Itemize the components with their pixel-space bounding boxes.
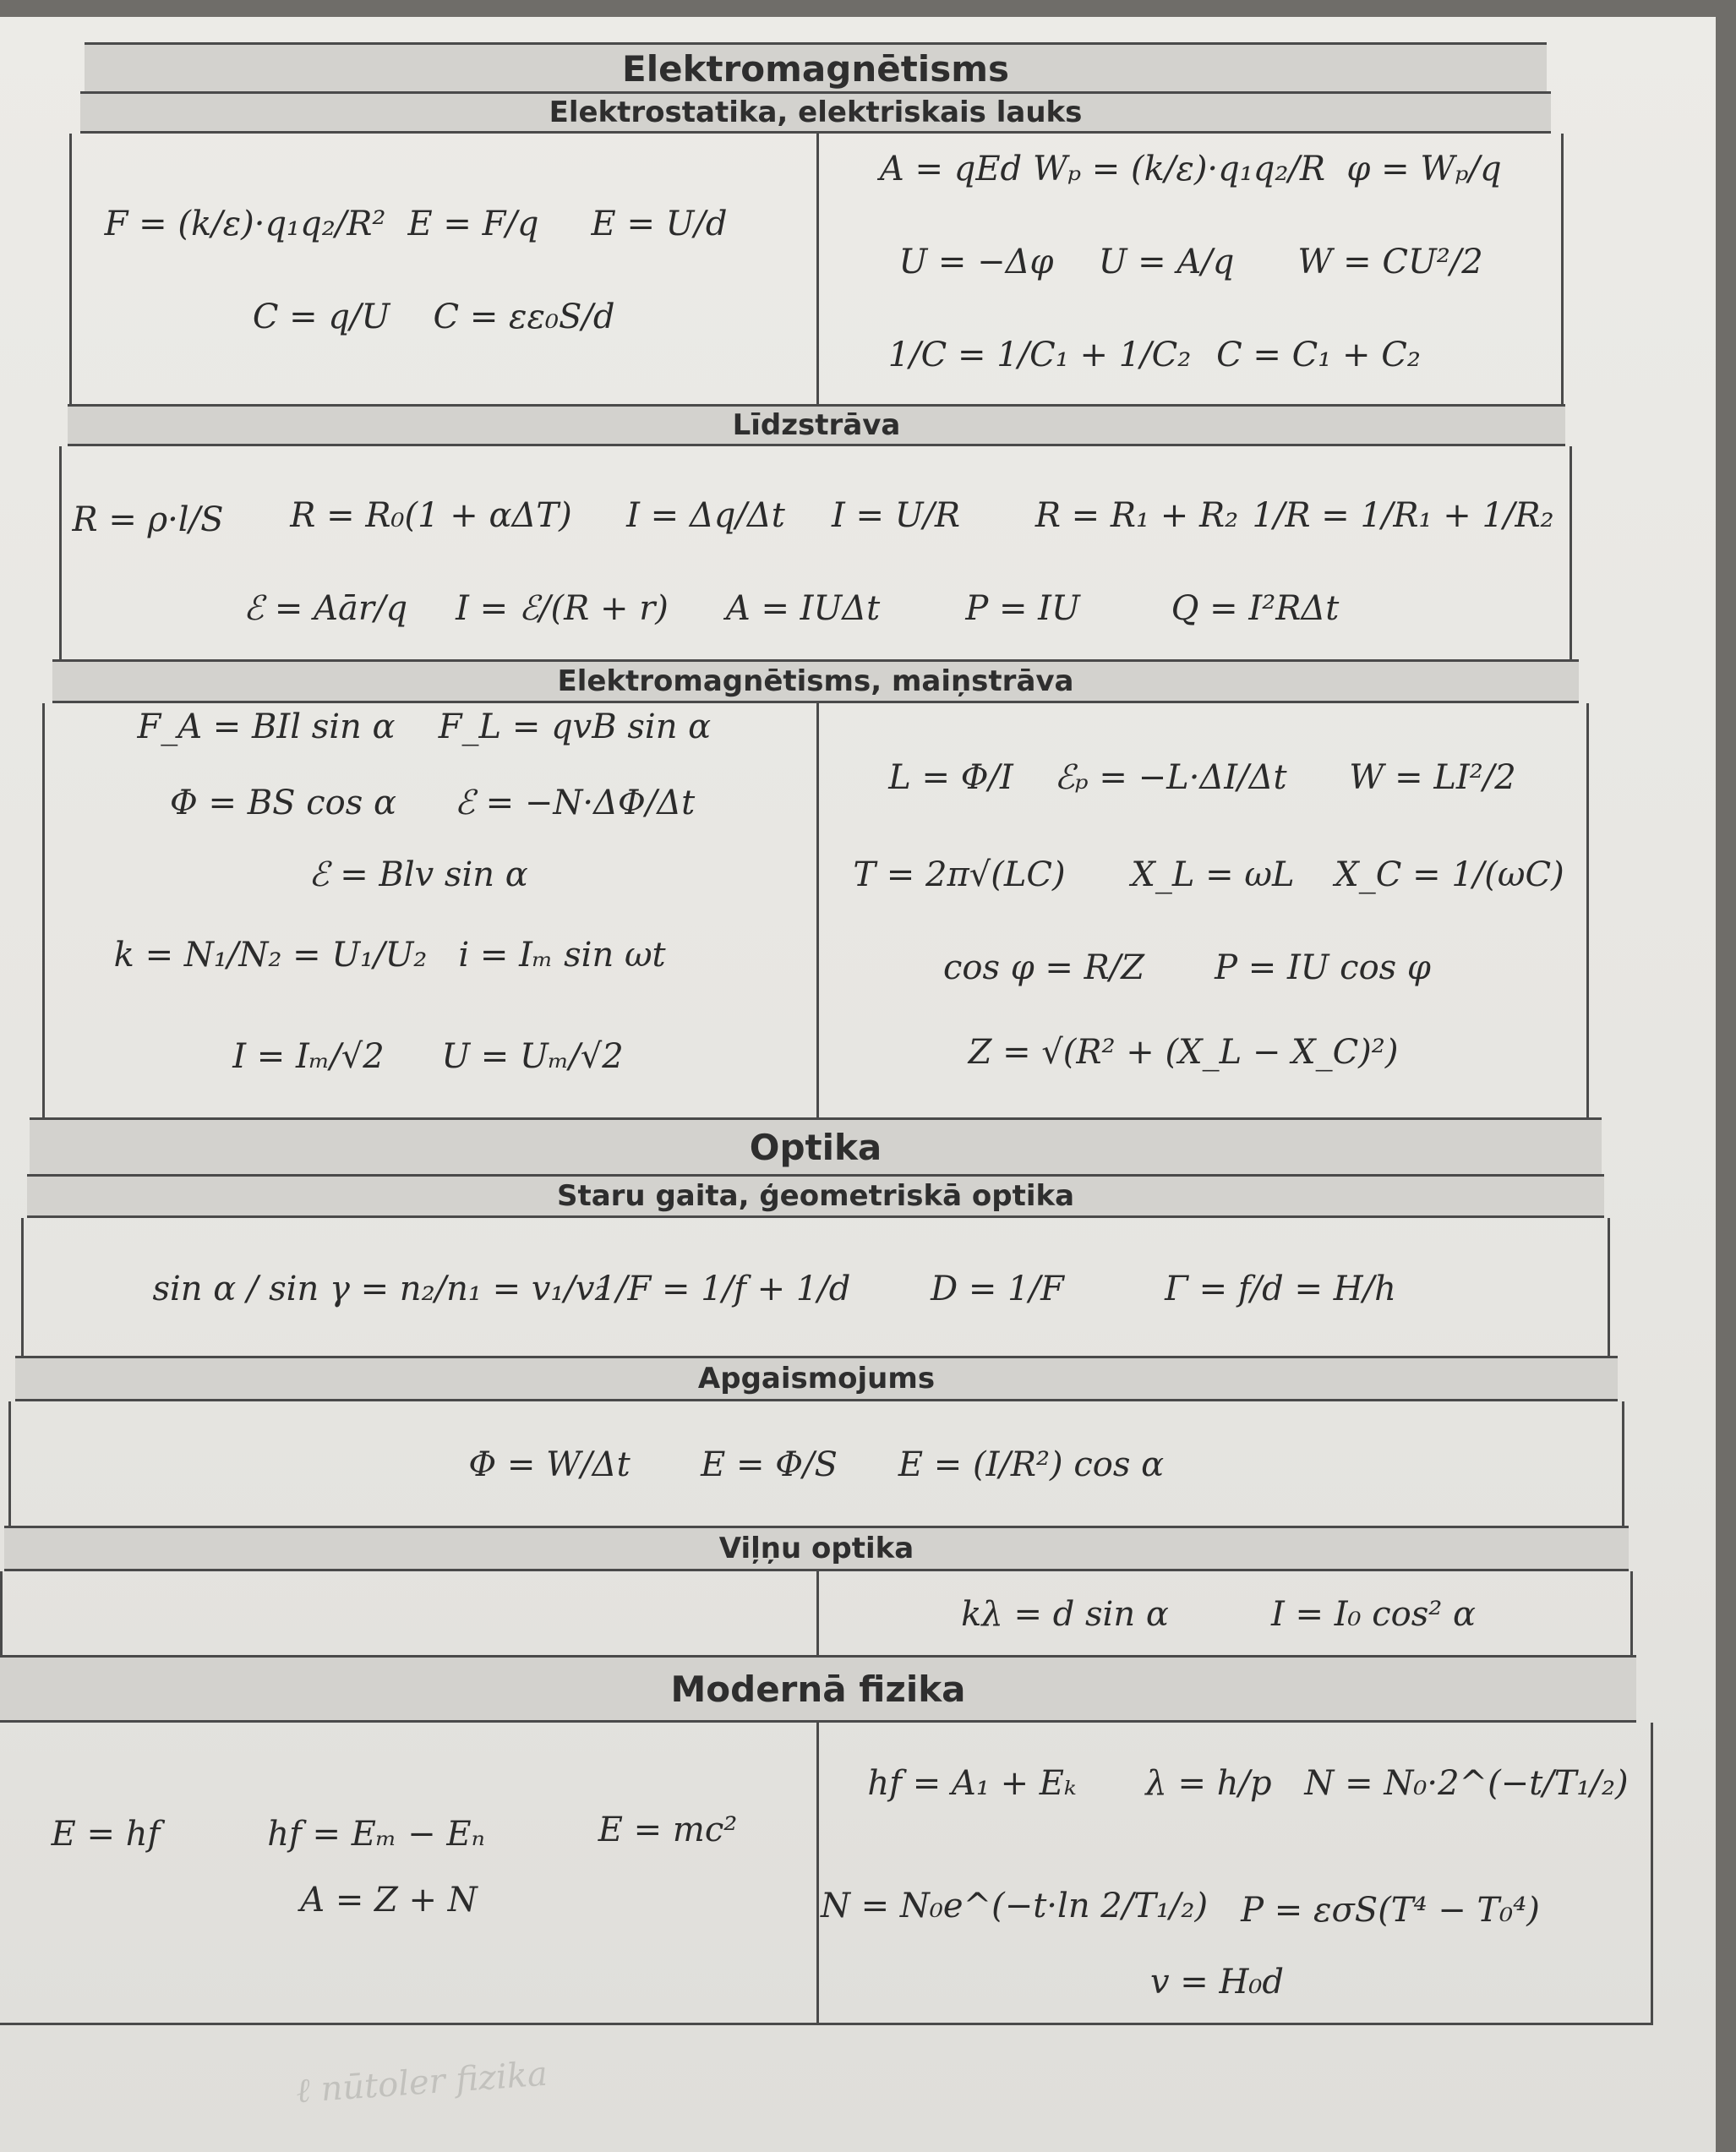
formula: cos φ = R/Z [942,948,1145,987]
formula: Z = √(R² + (X_L − X_C)²) [968,1033,1399,1072]
formula: λ = h/p [1145,1764,1272,1803]
wave-heading-band [4,1526,1629,1571]
formula: ℰ = Blv sin α [308,855,528,894]
formula: P = εσS(T⁴ − T₀⁴) [1241,1891,1540,1930]
em-ac-divider [816,703,819,1119]
pencil-scribble: ℓ nūtoler fizika [294,2054,549,2111]
dc-heading: Līdzstrāva [732,408,901,442]
wave-heading: Viļņu optika [718,1532,914,1565]
illum-heading: Apgaismojums [697,1362,936,1396]
formula: φ = Wₚ/q [1346,150,1502,188]
formula: R = ρ·l/S [72,500,224,539]
formula: T = 2π√(LC) [853,855,1066,894]
formula: Φ = BS cos α [170,784,396,822]
formula: C = εε₀S/d [433,298,615,336]
formula: C = C₁ + C₂ [1216,336,1421,374]
formula: E = U/d [591,205,728,243]
formula: Γ = f/d = H/h [1165,1270,1396,1308]
formula: A = IUΔt [725,589,881,628]
formula: X_C = 1/(ωC) [1335,855,1564,894]
formula: I = U/R [831,496,961,535]
formula: U = −Δφ [898,243,1054,281]
formula: U = Uₘ/√2 [441,1037,624,1076]
formula: C = q/U [252,298,390,336]
wave-divider [816,1571,819,1658]
page-title: Elektromagnētisms [622,47,1009,90]
formula: F_A = BIl sin α [137,707,396,746]
modern-divider [816,1723,819,2025]
formula: X_L = ωL [1131,855,1295,894]
formula: D = 1/F [931,1270,1064,1308]
formula: 1/R = 1/R₁ + 1/R₂ [1252,496,1554,535]
formula: kλ = d sin α [961,1595,1169,1634]
electrostatics-heading: Elektrostatika, elektriskais lauks [549,96,1083,129]
formula: i = Iₘ sin ωt [458,936,666,975]
formula: hf = A₁ + Eₖ [867,1764,1077,1803]
dc-heading-band [68,404,1565,446]
formula: ℰₚ = −L·ΔI/Δt [1054,758,1287,797]
formula: I = I₀ cos² α [1270,1595,1477,1634]
illum-heading-band [15,1356,1618,1401]
formula: A = Z + N [300,1881,478,1920]
formula: F = (k/ε)·q₁q₂/R² [104,205,386,243]
formula: I = Δq/Δt [626,496,785,535]
formula: E = F/q [407,205,539,243]
formula: W = CU²/2 [1297,243,1483,281]
formula: v = H₀d [1149,1963,1285,2002]
formula: 1/C = 1/C₁ + 1/C₂ [887,336,1192,374]
formula: N = N₀e^(−t·ln 2/T₁/₂) [820,1887,1209,1925]
electrostatics-heading-band [80,91,1551,134]
electrostatics-divider [816,134,819,404]
formula: k = N₁/N₂ = U₁/U₂ [113,936,428,975]
rays-heading: Staru gaita, ģeometriskā optika [556,1179,1075,1213]
formula: I = Iₘ/√2 [232,1037,385,1076]
modern-title-band [0,1655,1636,1723]
formula: E = (I/R²) cos α [898,1445,1165,1484]
title-band [85,42,1547,95]
modern-bottom-line [0,2023,1653,2025]
formula: F_L = qvB sin α [438,707,712,746]
formula: E = hf [51,1815,161,1854]
em-ac-heading-band [52,659,1579,703]
formula: A = qEd [879,150,1023,188]
formula: Wₚ = (k/ε)·q₁q₂/R [1032,150,1326,188]
formula: Φ = W/Δt [468,1445,631,1484]
optics-title: Optika [749,1126,882,1168]
optics-title-band [30,1117,1602,1177]
formula: W = LI²/2 [1349,758,1516,797]
formula: ℰ = −N·ΔΦ/Δt [454,784,696,822]
formula: ℰ = Aār/q [243,589,408,628]
formula: U = A/q [1098,243,1235,281]
formula: P = IU [965,589,1080,628]
formula: 1/F = 1/f + 1/d [594,1270,851,1308]
formula: Q = I²RΔt [1171,589,1340,628]
formula: I = ℰ/(R + r) [456,589,669,628]
formula: L = Φ/I [888,758,1013,797]
formula: R = R₁ + R₂ [1035,496,1239,535]
formula: R = R₀(1 + αΔT) [290,496,572,535]
formula: sin α / sin γ = n₂/n₁ = v₁/v₂ [152,1270,609,1308]
formula: P = IU cos φ [1215,948,1431,987]
formula: N = N₀·2^(−t/T₁/₂) [1304,1764,1629,1803]
rays-heading-band [27,1174,1604,1218]
em-ac-heading: Elektromagnētisms, maiņstrāva [557,664,1074,698]
formula: hf = Eₘ − Eₙ [267,1815,485,1854]
formula: E = Φ/S [701,1445,838,1484]
formula: E = mc² [598,1811,738,1849]
modern-title: Modernā fizika [670,1668,966,1710]
dc-cell [59,446,1572,668]
